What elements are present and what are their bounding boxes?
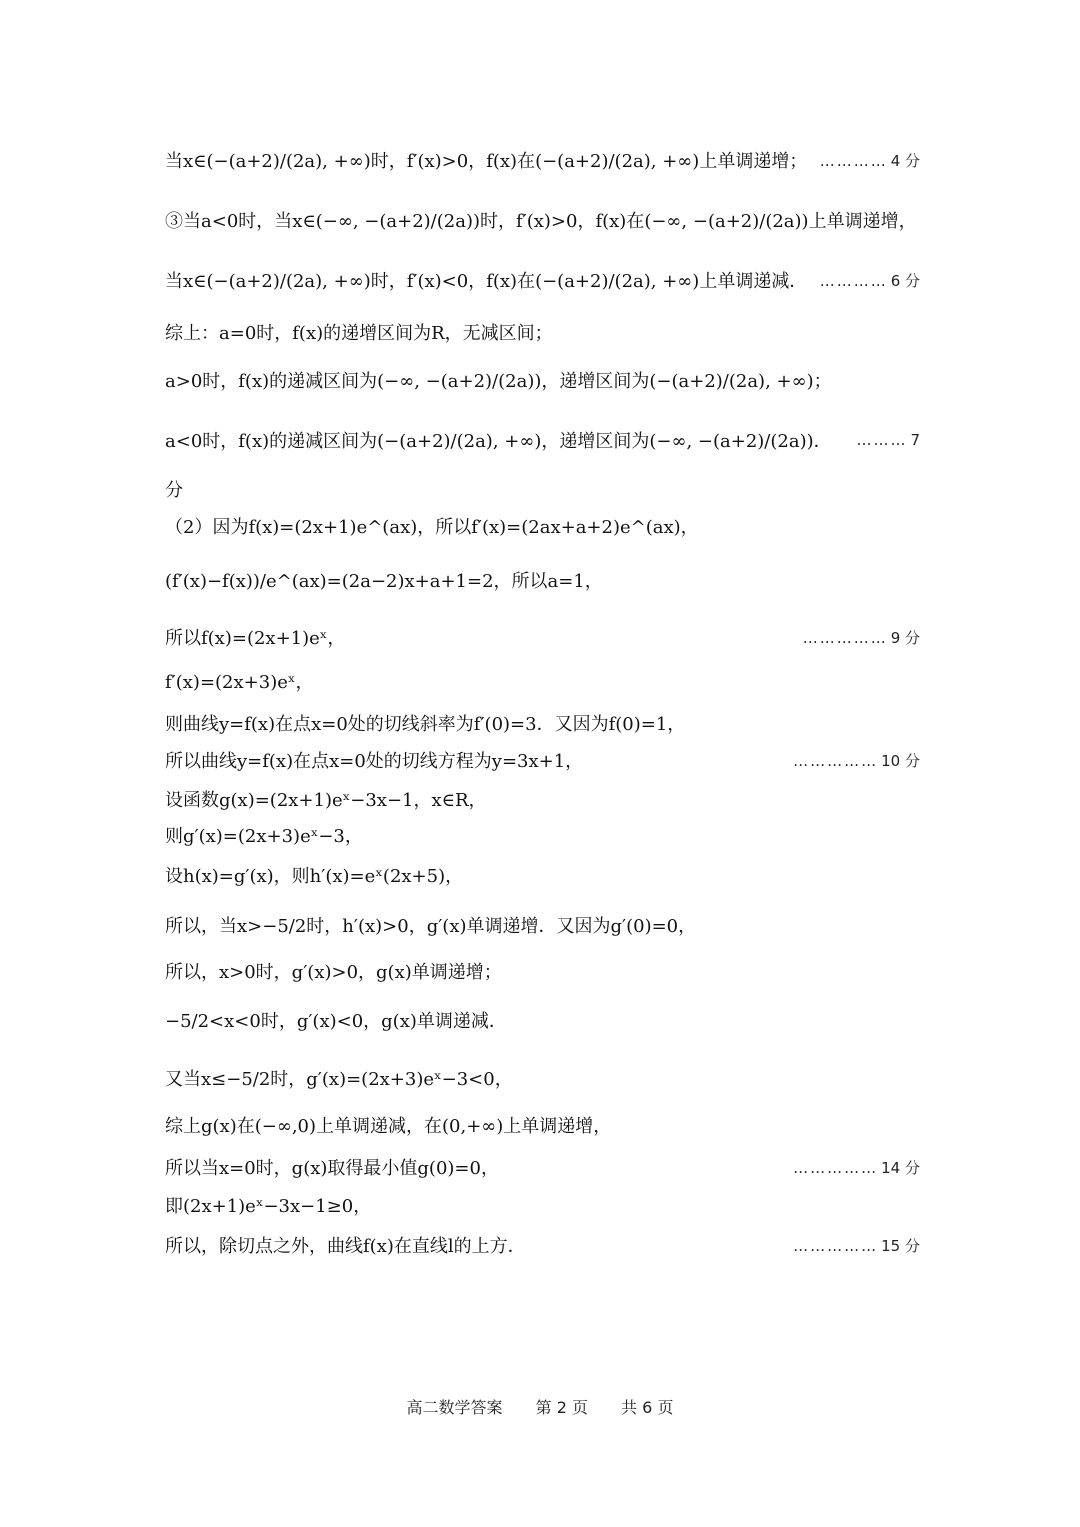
score-mark: 15 分 (881, 1236, 920, 1255)
line-text: 所以当x=0时，g(x)取得最小值g(0)=0， (165, 1158, 499, 1179)
line-text: a<0时，f(x)的递减区间为(−(a+2)/(2a), +∞)，递增区间为(−∞, −(a+2)/(2a))． (165, 431, 832, 452)
solution-line (165, 784, 920, 814)
solution-line (165, 1190, 920, 1220)
solution-line (165, 666, 920, 696)
solution-line (165, 860, 920, 890)
solution-line (165, 622, 920, 652)
line-text: a>0时，f(x)的递减区间为(−∞, −(a+2)/(2a))，递增区间为(−(a+2)/(2a), +∞)； (165, 371, 832, 392)
line-text: ③当a<0时，当x∈(−∞, −(a+2)/(2a))时，f′(x)>0，f(x)在(−∞, −(a+2)/(2a))上单调递增， (165, 211, 917, 232)
solution-line (165, 708, 920, 738)
solution-line (165, 956, 920, 986)
footer-subject: 高二数学答案 (406, 1398, 503, 1417)
line-text: 当x∈(−(a+2)/(2a), +∞)时，f′(x)<0，f(x)在(−(a+2)/(2a), +∞)上单调递减． (165, 271, 808, 292)
footer-page-total: 共 6 页 (621, 1398, 674, 1417)
score-leader: ……… 7 (856, 431, 920, 449)
page-footer (0, 1395, 1080, 1418)
score-mark: 14 分 (881, 1158, 920, 1177)
line-text: 设h(x)=g′(x)，则h′(x)=eˣ(2x+5)， (165, 866, 464, 887)
solution-line (165, 1230, 920, 1260)
solution-line (165, 560, 920, 600)
score-mark: 6 分 (890, 271, 920, 290)
score-leader: …………… 10 分 (793, 751, 920, 770)
line-text: 综上g(x)在(−∞,0)上单调递减，在(0,+∞)上单调递增， (165, 1116, 612, 1137)
solution-line (165, 1058, 920, 1098)
line-text: 综上：a=0时，f(x)的递增区间为R，无减区间； (165, 323, 553, 344)
solution-line (165, 1000, 920, 1040)
solution-line (165, 360, 920, 400)
solution-line (165, 200, 920, 240)
line-text: 当x∈(−(a+2)/(2a), +∞)时，f′(x)>0，f(x)在(−(a+2)/(2a), +∞)上单调递增； (165, 151, 808, 172)
line-text: f′(x)=(2x+3)eˣ， (165, 672, 314, 693)
score-mark: 4 分 (890, 151, 920, 170)
line-text: −5/2<x<0时，g′(x)<0，g(x)单调递减． (165, 1011, 507, 1032)
solution-line (165, 260, 920, 300)
solution-line (165, 140, 920, 180)
score-mark: 7 (910, 431, 920, 449)
line-text: 所以f(x)=(2x+1)eˣ， (165, 628, 346, 649)
line-text: (f′(x)−f(x))/e^(ax)=(2a−2)x+a+1=2，所以a=1， (165, 571, 603, 592)
line-text: 即(2x+1)eˣ−3x−1≥0， (165, 1196, 372, 1217)
solution-line (165, 820, 920, 850)
line-text: 设函数g(x)=(2x+1)eˣ−3x−1，x∈R， (165, 790, 487, 811)
line-text: （2）因为f(x)=(2x+1)e^(ax)，所以f′(x)=(2ax+a+2)e^(ax)， (165, 517, 699, 538)
solution-line (165, 475, 920, 503)
footer-page-number: 第 2 页 (535, 1398, 588, 1417)
line-text: 所以曲线y=f(x)在点x=0处的切线方程为y=3x+1， (165, 751, 584, 772)
line-text: 所以，除切点之外，曲线f(x)在直线l的上方． (165, 1236, 526, 1257)
solution-line (165, 318, 920, 346)
solution-line (165, 1152, 920, 1182)
line-text: 分 (165, 480, 183, 501)
score-mark: 10 分 (881, 751, 920, 770)
line-text: 则g′(x)=(2x+3)eˣ−3， (165, 826, 363, 847)
solution-line (165, 510, 920, 542)
score-leader: ………… 6 分 (819, 271, 920, 290)
score-mark: 9 分 (890, 628, 920, 647)
line-text: 又当x≤−5/2时，g′(x)=(2x+3)eˣ−3<0， (165, 1069, 513, 1090)
line-text: 所以，x>0时，g′(x)>0，g(x)单调递增； (165, 962, 502, 983)
solution-line (165, 420, 920, 460)
solution-line (165, 905, 920, 945)
score-leader: …………… 15 分 (793, 1236, 920, 1255)
score-leader: …………… 9 分 (802, 628, 920, 647)
line-text: 则曲线y=f(x)在点x=0处的切线斜率为f′(0)=3．又因为f(0)=1， (165, 714, 686, 735)
solution-line (165, 745, 920, 775)
line-text: 所以，当x>−5/2时，h′(x)>0，g′(x)单调递增．又因为g′(0)=0， (165, 916, 697, 937)
score-leader: ………… 4 分 (819, 151, 920, 170)
solution-line (165, 1110, 920, 1140)
score-leader: …………… 14 分 (793, 1158, 920, 1177)
